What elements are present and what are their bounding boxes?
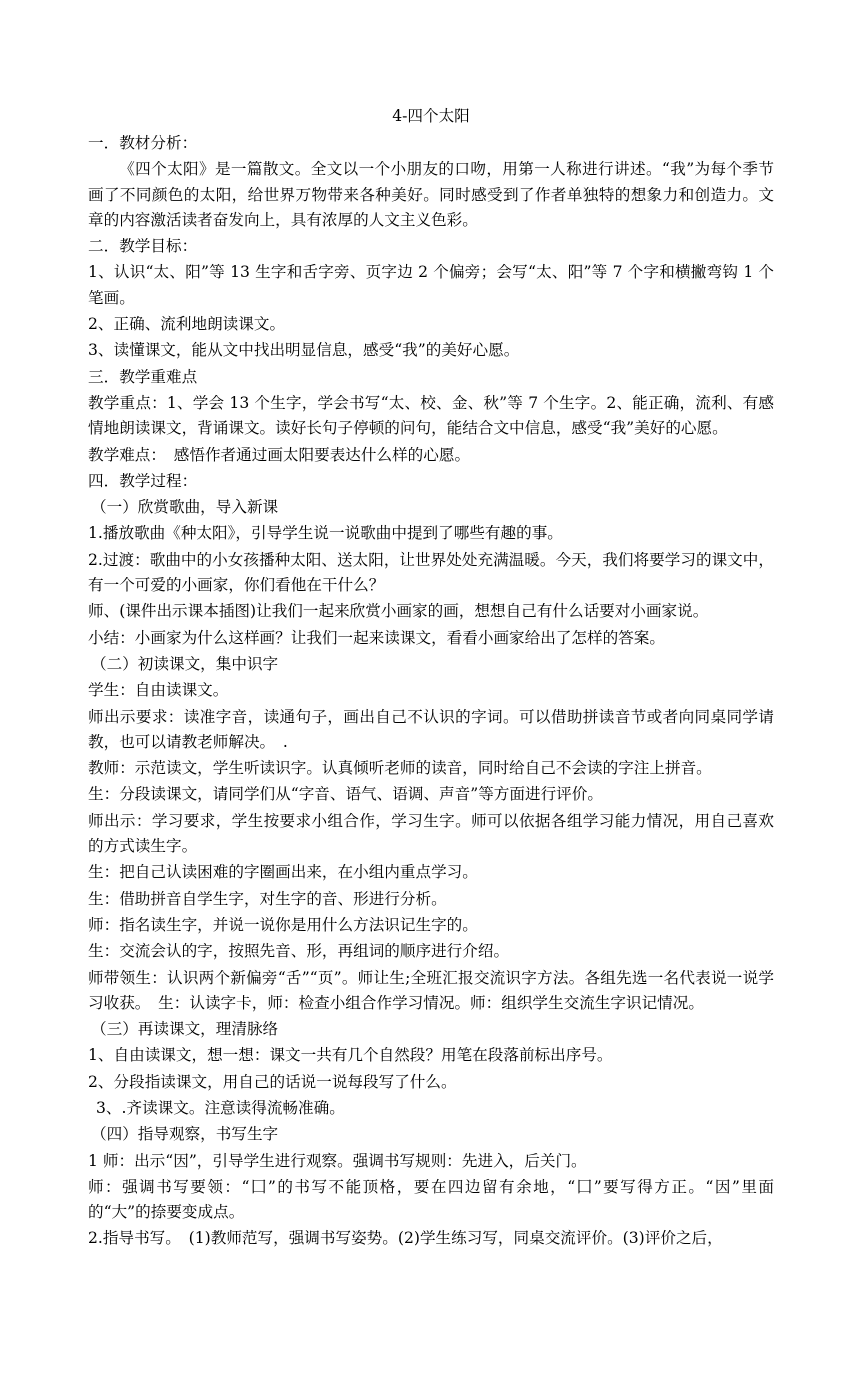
process-paragraph: 师出示要求：读准字音，读通句子，画出自己不认识的字词。可以借助拼读音节或者向同桌同学请教，也可以请教老师解决。 . bbox=[88, 707, 774, 751]
goal-item-1: 1、认识“太、阳”等 13 生字和舌字旁、页字边 2 个偏旁；会写“太、阳”等 7 个字和横撇弯钩 1 个笔画。 bbox=[88, 263, 774, 307]
goal-item-2: 2、正确、流利地朗读课文。 bbox=[88, 315, 286, 334]
process-paragraph: 生：把自己认读困难的字圈画出来，在小组内重点学习。 bbox=[88, 863, 478, 882]
process-paragraph: 师、(课件出示课本插图)让我们一起来欣赏小画家的画，想想自己有什么话要对小画家说。 bbox=[88, 602, 709, 621]
process-paragraph: 师出示：学习要求，学生按要求小组合作，学习生字。师可以依据各组学习能力情况，用自己喜欢的方式读生字。 bbox=[88, 811, 774, 856]
section-heading-analysis: 一．教材分析： bbox=[88, 134, 198, 152]
process-paragraph: 2.指导书写。 (1)教师范写，强调书写姿势。(2)学生练习写，同桌交流评价。(3)评价之后， bbox=[88, 1229, 723, 1248]
process-paragraph: 1.播放歌曲《种太阳》，引导学生说一说歌曲中提到了哪些有趣的事。 bbox=[88, 524, 563, 543]
section-heading-goals: 二．教学目标： bbox=[88, 237, 198, 256]
process-paragraph: 生：交流会认的字，按照先音、形，再组词的顺序进行介绍。 bbox=[88, 942, 510, 961]
subsection-heading-3: （三）再读课文，理清脉络 bbox=[91, 1020, 279, 1039]
process-paragraph: 学生：自由读课文。 bbox=[88, 681, 229, 700]
process-paragraph: 师：指名读生字，并说一说你是用什么方法识记生字的。 bbox=[88, 915, 478, 934]
process-paragraph: 教师：示范读文，学生听读识字。认真倾听老师的读音，同时给自己不会读的字注上拼音。 bbox=[88, 759, 712, 778]
process-paragraph: 生：借助拼音自学生字，对生字的音、形进行分析。 bbox=[88, 889, 447, 908]
process-paragraph: 生：分段读课文，请同学们从“字音、语气、语调、声音”等方面进行评价。 bbox=[88, 785, 603, 804]
subsection-heading-1: （一）欣赏歌曲，导入新课 bbox=[91, 498, 279, 517]
paragraph-key-points: 教学重点：1、学会 13 个生字，学会书写“太、校、金、秋”等 7 个生字。2、能正确，流利、有感情地朗读课文，背诵课文。读好长句子停顿的问句，能结合文中信息，感受“我”美好的心愿。 bbox=[88, 393, 774, 438]
paragraph-difficulties: 教学难点： 感悟作者通过画太阳要表达什么样的心愿。 bbox=[88, 445, 471, 464]
section-heading-key-points: 三．教学重难点 bbox=[88, 367, 198, 386]
process-paragraph: 师带领生：认识两个新偏旁“舌”“页”。师让生;全班汇报交流识字方法。各组先选一名代表说一说学习收获。 生：认读字卡，师：检查小组合作学习情况。师：组织学生交流生字识记情况。 bbox=[88, 968, 774, 1012]
paragraph-analysis: 《四个太阳》是一篇散文。全文以一个小朋友的口吻，用第一人称进行讲述。“我”为每个季节画了不同颜色的太阳，给世界万物带来各种美好。同时感受到了作者单独特的想象力和创造力。文章的内容激活读者奋发向上，具有浓厚的人文主义色彩。 bbox=[88, 160, 774, 229]
process-paragraph: 1 师：出示“因”，引导学生进行观察。强调书写规则：先进入，后关门。 bbox=[88, 1151, 587, 1170]
goal-item-3: 3、读懂课文，能从文中找出明显信息，感受“我”的美好心愿。 bbox=[88, 341, 520, 360]
process-paragraph: 3、.齐读课文。注意读得流畅准确。 bbox=[96, 1098, 345, 1117]
process-paragraph: 1、自由读课文，想一想：课文一共有几个自然段？用笔在段落前标出序号。 bbox=[88, 1046, 613, 1065]
process-paragraph: 师：强调书写要领：“囗”的书写不能顶格，要在四边留有余地，“囗”要写得方正。“因”里面的“大”的捺要变成点。 bbox=[88, 1177, 774, 1222]
process-paragraph: 小结：小画家为什么这样画？让我们一起来读课文，看看小画家给出了怎样的答案。 bbox=[88, 628, 665, 647]
process-paragraph: 2、分段指读课文，用自己的话说一说每段写了什么。 bbox=[88, 1072, 457, 1091]
subsection-heading-4: （四）指导观察，书写生字 bbox=[91, 1125, 279, 1144]
document-title: 4-四个太阳 bbox=[392, 107, 470, 125]
section-heading-process: 四．教学过程： bbox=[88, 471, 198, 490]
process-paragraph: 2.过渡：歌曲中的小女孩播种太阳、送太阳，让世界处处充满温暖。今天，我们将要学习的课文中，有一个可爱的小画家，你们看他在干什么？ bbox=[88, 550, 774, 595]
subsection-heading-2: （二）初读课文，集中识字 bbox=[91, 654, 279, 673]
